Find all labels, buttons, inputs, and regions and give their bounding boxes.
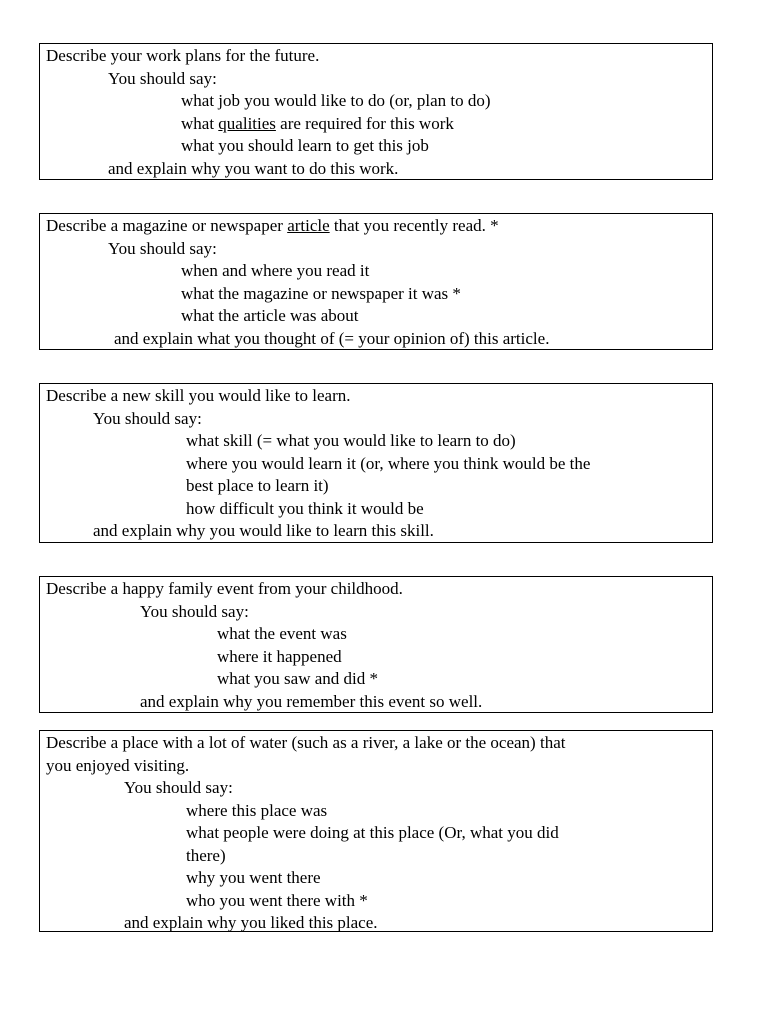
cue-point: how difficult you think it would be — [186, 498, 424, 518]
underlined-word: qualities — [218, 113, 276, 133]
cue-point: where it happened — [217, 646, 342, 666]
explain-line: and explain why you would like to learn this skill. — [93, 521, 434, 540]
you-should-say: You should say: — [108, 238, 217, 258]
cue-point-continued: there) — [186, 845, 226, 865]
cue-point: what people were doing at this place (Or, what you did — [186, 823, 559, 842]
cue-point: when and where you read it — [181, 261, 370, 280]
cue-point: where this place was — [186, 800, 328, 820]
cue-point: what the event was — [217, 624, 347, 643]
cue-card-water-place — [39, 730, 713, 932]
card-prompt: Describe your work plans for the future. — [46, 46, 320, 65]
cue-point: who you went there with * — [186, 890, 368, 910]
cue-point: what the magazine or newspaper it was * — [181, 283, 461, 303]
card-prompt: Describe a happy family event from your childhood. — [46, 579, 403, 598]
cue-point: what skill (= what you would like to learn to do) — [186, 431, 516, 450]
cue-point: what the article was about — [181, 306, 359, 325]
cue-point: why you went there — [186, 868, 321, 887]
cue-card-family-event — [39, 576, 713, 713]
cue-point — [46, 113, 706, 136]
cue-card-new-skill — [39, 383, 713, 543]
cue-point: what you saw and did * — [217, 669, 379, 688]
you-should-say: You should say: — [93, 408, 202, 428]
cue-text: what — [181, 113, 219, 133]
card-prompt: Describe a place with a lot of water (such as a river, a lake or the ocean) that — [46, 733, 566, 752]
cue-card-work-plans — [39, 43, 713, 180]
cue-point: what job you would like to do (or, plan to do) — [181, 91, 491, 110]
card-prompt: Describe a new skill you would like to learn. — [46, 386, 351, 405]
underlined-word: article — [287, 216, 330, 235]
explain-line: and explain what you thought of (= your opinion of) this article. — [114, 328, 550, 348]
cue-point: what you should learn to get this job — [181, 136, 429, 155]
prompt-text: that you recently read. * — [329, 216, 499, 235]
card-prompt — [46, 215, 706, 238]
prompt-text: Describe a magazine or newspaper — [46, 216, 288, 235]
you-should-say: You should say: — [108, 68, 217, 88]
explain-line: and explain why you want to do this work. — [108, 158, 399, 178]
cue-point: where you would learn it (or, where you think would be the — [186, 453, 591, 473]
you-should-say: You should say: — [124, 778, 233, 797]
explain-line: and explain why you liked this place. — [124, 913, 378, 932]
cue-point-continued: best place to learn it) — [186, 476, 329, 495]
you-should-say: You should say: — [140, 601, 249, 621]
card-prompt-continued: you enjoyed visiting. — [46, 755, 190, 775]
cue-text: are required for this work — [275, 113, 454, 133]
cue-card-article — [39, 213, 713, 350]
explain-line: and explain why you remember this event so well. — [140, 691, 483, 711]
